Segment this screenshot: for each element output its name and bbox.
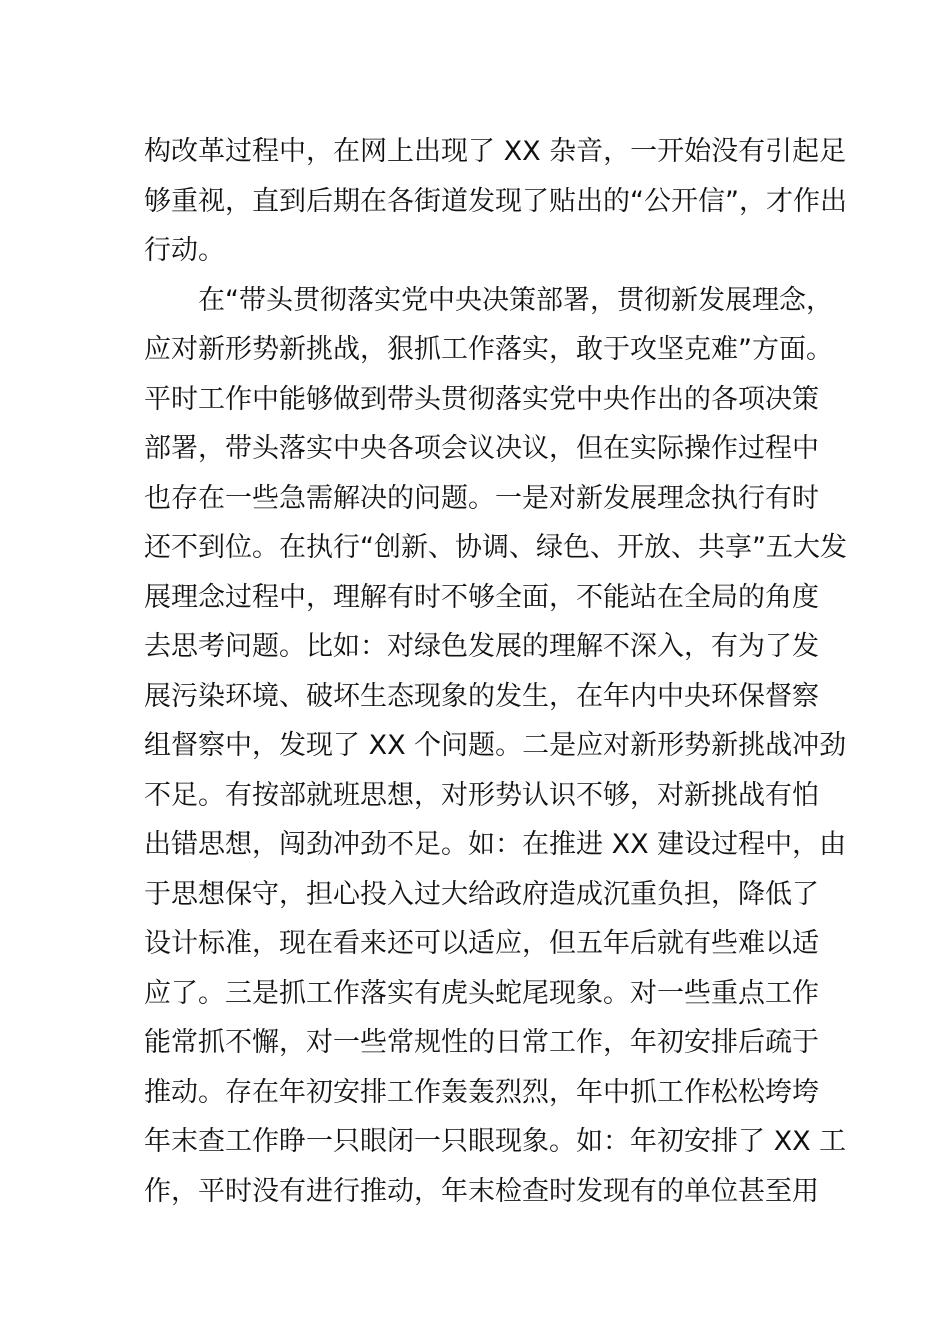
text-line: 能常抓不懈，对一些常规性的日常工作，年初安排后疏于 <box>144 1027 819 1058</box>
body-text <box>144 127 847 1216</box>
paragraph-first-line: 在“带头贯彻落实党中央决策部署，贯彻新发展理念， <box>198 284 833 316</box>
text-line: 够重视，直到后期在各街道发现了贴出的“公开信”，才作出 <box>144 185 847 217</box>
text-line: 推动。存在年初安排工作轰轰烈烈，年中抓工作松松垮垮 <box>144 1076 819 1108</box>
text-line: 于思想保守，担心投入过大给政府造成沉重负担，降低了 <box>144 878 819 910</box>
text-line: 去思考问题。比如：对绿色发展的理解不深入，有为了发 <box>144 631 819 662</box>
text-line: 作，平时没有进行推动，年末检查时发现有的单位甚至用 <box>144 1175 819 1207</box>
text-line: 组督察中，发现了 XX 个问题。二是应对新形势新挑战冲劲 <box>144 730 847 761</box>
text-line: 还不到位。在执行“创新、协调、绿色、开放、共享”五大发 <box>144 532 847 563</box>
text-line: 展污染环境、破坏生态现象的发生，在年内中央环保督察 <box>144 680 819 712</box>
text-line: 构改革过程中，在网上出现了 XX 杂音，一开始没有引起足 <box>144 136 847 167</box>
text-line: 部署，带头落实中央各项会议决议，但在实际操作过程中 <box>144 433 819 464</box>
text-line: 不足。有按部就班思想，对形势认识不够，对新挑战有怕 <box>144 779 819 811</box>
text-line: 行动。 <box>144 235 225 266</box>
text-line: 设计标准，现在看来还可以适应，但五年后就有些难以适 <box>144 928 819 959</box>
text-line: 平时工作中能够做到带头贯彻落实党中央作出的各项决策 <box>144 383 819 415</box>
text-line: 展理念过程中，理解有时不够全面，不能站在全局的角度 <box>144 581 819 613</box>
text-line: 应对新形势新挑战，狠抓工作落实，敢于攻坚克难”方面。 <box>144 334 833 365</box>
text-line: 也存在一些急需解决的问题。一是对新发展理念执行有时 <box>144 482 819 514</box>
text-line: 出错思想，闯劲冲劲不足。如：在推进 XX 建设过程中，由 <box>144 829 847 860</box>
text-line: 应了。三是抓工作落实有虎头蛇尾现象。对一些重点工作 <box>144 977 819 1009</box>
text-line: 年末查工作睁一只眼闭一只眼现象。如：年初安排了 XX 工 <box>144 1126 847 1157</box>
